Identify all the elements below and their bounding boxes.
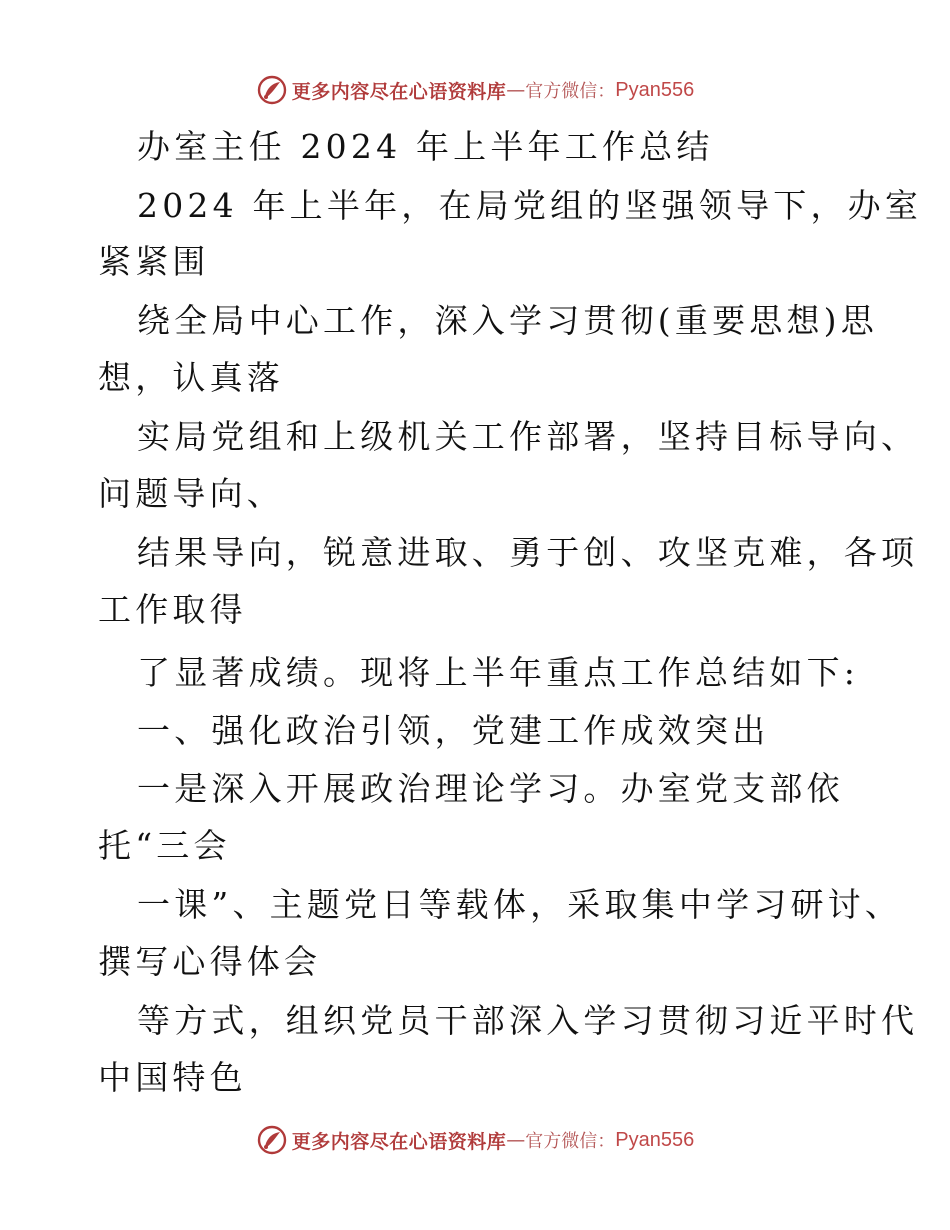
doc-line: 2024 年上半年，在局党组的坚强领导下，办室: [137, 186, 923, 225]
doc-line: 绕全局中心工作，深入学习贯彻(重要思想)思: [137, 301, 878, 340]
doc-line: 了显著成绩。现将上半年重点工作总结如下:: [137, 653, 860, 692]
seal-logo-icon: [256, 74, 288, 106]
footer-watermark: [0, 1120, 950, 1160]
watermark-label: 官方微信：: [525, 81, 616, 102]
doc-line: 想，认真落: [98, 358, 284, 397]
doc-title: 办室主任 2024 年上半年工作总结: [137, 127, 714, 166]
doc-line: 结果导向，锐意进取、勇于创、攻坚克难，各项: [137, 533, 919, 572]
doc-line: 一是深入开展政治理论学习。办室党支部依: [137, 769, 844, 808]
watermark-id: Pyan556: [615, 1128, 695, 1151]
watermark-text: 更多内容尽在心语资料库: [291, 1130, 507, 1153]
doc-line: 工作取得: [98, 590, 247, 629]
section-heading: 一、强化政治引领，党建工作成效突出: [137, 711, 770, 750]
watermark-id: Pyan556: [615, 78, 695, 101]
doc-line: 撰写心得体会: [98, 942, 322, 981]
doc-line: 托“三会: [98, 826, 231, 865]
watermark-dash: —: [506, 1129, 526, 1151]
doc-line: 实局党组和上级机关工作部署，坚持目标导向、: [137, 417, 919, 456]
doc-line: 中国特色: [98, 1058, 247, 1097]
doc-line: 紧紧围: [98, 242, 210, 281]
header-watermark: [0, 70, 950, 110]
seal-logo-icon: [256, 1124, 288, 1156]
watermark-label: 官方微信：: [525, 1131, 616, 1152]
doc-line: 等方式，组织党员干部深入学习贯彻习近平时代: [137, 1001, 919, 1040]
watermark-text: 更多内容尽在心语资料库: [291, 80, 507, 103]
watermark-dash: —: [506, 79, 526, 101]
doc-line: 问题导向、: [98, 474, 284, 513]
doc-line: 一课”、主题党日等载体，采取集中学习研讨、: [137, 885, 903, 924]
